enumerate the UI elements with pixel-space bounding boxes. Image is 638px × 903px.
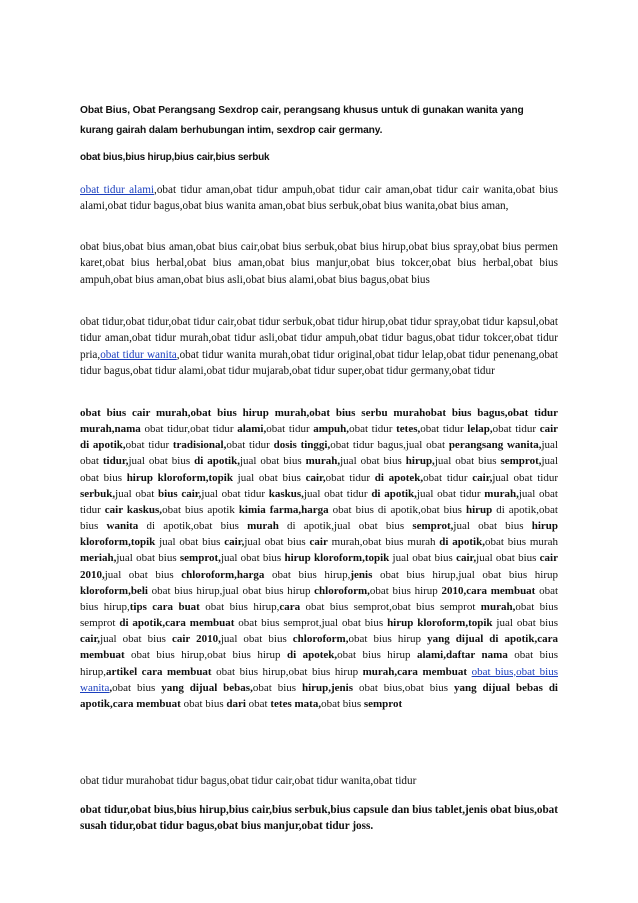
text-bold: cair, xyxy=(224,536,245,549)
text: obat bius murah xyxy=(484,536,558,549)
text: jual obat bius xyxy=(100,633,172,646)
paragraph-keyword-list xyxy=(80,405,558,712)
text: jual obat bius xyxy=(492,617,559,630)
text: jual obat tidur xyxy=(303,487,372,500)
text: obat bius apotik xyxy=(162,503,239,516)
text: obat bius xyxy=(252,681,302,694)
text: jual obat bius xyxy=(80,455,558,484)
text: obat tidur xyxy=(420,423,468,436)
text-bold: cair, xyxy=(472,471,493,484)
text-bold: murah,cara membuat xyxy=(362,665,468,678)
text-bold: dari xyxy=(226,697,246,710)
text-bold: di apotik,cara membuat xyxy=(119,617,235,630)
text-bold: jenis xyxy=(350,568,373,581)
paragraph-text: obat tidur,obat tidur,obat tidur cair,obat tidur serbuk,obat tidur hirup,obat tidur spray,obat tidur kapsul,obat tidur aman,obat tidur murah,obat tidur asli,obat tidur ampuh,obat tidur bagus,obat tidur tokcer,obat tidur pria, xyxy=(80,316,558,361)
text-bold: semprot, xyxy=(500,455,542,468)
text: obat bius hirup, xyxy=(264,568,351,581)
text-bold: murah, xyxy=(484,487,519,500)
text: obat bius xyxy=(180,697,227,710)
text-bold: di apotek, xyxy=(286,649,338,662)
link-obat-bius-wanita[interactable]: obat bius,obat bius wanita xyxy=(80,665,558,694)
text-bold: serbuk, xyxy=(80,487,116,500)
text-bold: cair, xyxy=(305,471,326,484)
text-bold: ampuh, xyxy=(313,423,350,436)
text: obat tidur xyxy=(266,423,314,436)
text: jual obat bius xyxy=(389,552,457,565)
text-bold: cair, xyxy=(456,552,477,565)
text-bold: chloroform, xyxy=(292,633,349,646)
text-bold: hirup kloroform,topik xyxy=(80,520,558,549)
paragraph-text: ,obat tidur aman,obat tidur ampuh,obat tidur cair aman,obat tidur cair wanita,obat bius alami,obat tidur bagus,obat bius wanita aman,obat bius serbuk,obat bius wanita,obat bius aman, xyxy=(80,184,558,213)
link-obat-tidur-alami[interactable]: obat tidur alami xyxy=(80,184,155,196)
text: jual obat tidur xyxy=(80,487,558,516)
text: jual obat bius xyxy=(476,552,540,565)
text-bold: semprot xyxy=(363,697,403,710)
text: jual obat bius xyxy=(104,568,182,581)
text-bold: kaskus, xyxy=(268,487,304,500)
text-bold: chloroform,harga xyxy=(181,568,265,581)
text-bold: tradisional, xyxy=(172,439,227,452)
text: obat bius xyxy=(112,681,162,694)
paragraph-obat-tidur-alami xyxy=(80,182,558,215)
text: obat bius semprot,obat bius semprot xyxy=(300,600,481,613)
text: obat tidur xyxy=(349,423,397,436)
text: di apotik,jual obat bius xyxy=(278,520,413,533)
text-bold: 2010,cara membuat xyxy=(441,584,536,597)
text: jual obat bius xyxy=(220,633,293,646)
text-bold: lelap, xyxy=(467,423,493,436)
text-bold: murah, xyxy=(305,455,341,468)
text: obat tidur xyxy=(423,471,473,484)
text-bold: semprot, xyxy=(179,552,221,565)
text: obat bius semprot,jual obat bius xyxy=(234,617,388,630)
text-bold: bius cair, xyxy=(158,487,202,500)
text: di apotik,obat bius xyxy=(80,503,558,533)
text-bold: di apotik, xyxy=(194,455,240,468)
text-bold: semprot, xyxy=(412,520,454,533)
text: jual obat tidur xyxy=(201,487,269,500)
text-bold: hirup kloroform,topik xyxy=(284,552,390,565)
text: jual obat tidur xyxy=(492,471,558,484)
text-bold: yang dijual bebas, xyxy=(161,681,253,694)
text-bold: chloroform, xyxy=(314,584,370,597)
text: jual obat bius xyxy=(116,552,180,565)
text: obat bius,obat bius xyxy=(353,681,455,694)
text: obat bius hirup, xyxy=(80,649,558,678)
text: jual obat bius xyxy=(220,552,285,565)
document-title-line-2: kurang gairah dalam berhubungan intim, sexdrop cair germany. xyxy=(80,125,383,136)
text-bold: cair xyxy=(309,536,328,549)
paragraph-obat-bius: obat bius,obat bius aman,obat bius cair,obat bius serbuk,obat bius hirup,obat bius spray,obat bius permen karet,obat bius herbal,obat bius aman,obat bius manjur,obat bius tokcer,obat bius herbal,obat bius ampuh,obat bius aman,obat bius asli,obat bius alami,obat bius bagus,obat bius xyxy=(80,241,558,286)
keyword-tags: obat bius,bius hirup,bius cair,bius serbuk xyxy=(80,152,270,163)
text: obat bius hirup xyxy=(369,584,442,597)
text: jual obat bius xyxy=(239,455,306,468)
text-bold: yang dijual di apotik,cara membuat xyxy=(80,633,558,662)
text: jual obat bius xyxy=(340,455,406,468)
text: obat tidur bagus,jual obat xyxy=(330,439,449,452)
paragraph-obat-tidur xyxy=(80,314,558,379)
text: obat bius hirup xyxy=(348,633,428,646)
text-bold: cair 2010, xyxy=(171,633,221,646)
text-bold: hirup kloroform,topik xyxy=(387,617,493,630)
text-bold: cara xyxy=(279,600,301,613)
text: obat bius hirup, xyxy=(199,600,280,613)
text-bold: tetes mata, xyxy=(270,697,322,710)
text: obat xyxy=(245,697,271,710)
text: obat tidur,obat tidur xyxy=(140,423,238,436)
text: obat bius hirup,obat bius hirup xyxy=(124,649,287,662)
text: obat bius hirup, xyxy=(80,584,559,613)
paragraph-closing-keywords: obat tidur,obat bius,bius hirup,bius cair,bius serbuk,bius capsule dan bius tablet,jenis obat bius,obat susah tidur,obat tidur bagus,obat bius manjur,obat tidur joss. xyxy=(80,804,558,833)
text-bold: meriah, xyxy=(80,552,117,565)
text-bold: di apotik, xyxy=(371,487,417,500)
text: obat tidur xyxy=(226,439,274,452)
text-bold: cair, xyxy=(80,633,101,646)
text: obat bius hirup,jual obat bius hirup xyxy=(147,584,315,597)
text: jual obat bius xyxy=(453,520,532,533)
text-bold: alami, xyxy=(237,423,267,436)
text-bold: obat bius cair murah,obat bius hirup murah,obat bius serbu murahobat bius bagus,obat tidur murah,nama xyxy=(80,407,558,436)
text: jual obat bius xyxy=(232,471,306,484)
text: obat tidur xyxy=(492,423,540,436)
text: jual obat xyxy=(80,439,558,468)
text-bold: di apotek, xyxy=(374,471,424,484)
link-obat-tidur-wanita[interactable]: obat tidur wanita xyxy=(100,348,177,361)
text-bold: tidur, xyxy=(102,455,129,468)
text-bold: murah xyxy=(247,520,279,533)
text-bold: wanita xyxy=(106,520,139,533)
text: obat tidur xyxy=(125,439,173,452)
text-bold: cair 2010, xyxy=(80,552,558,581)
text-bold: alami,daftar nama xyxy=(416,649,508,662)
text-bold: kloroform,beli xyxy=(80,584,148,597)
document-title-line-1: Obat Bius, Obat Perangsang Sexdrop cair, perangsang khusus untuk di gunakan wanita yang xyxy=(80,105,524,116)
text-bold: cair di apotik, xyxy=(80,423,559,452)
text: jual obat xyxy=(115,487,159,500)
text: di apotik,obat bius xyxy=(138,520,248,533)
text: murah,obat bius murah xyxy=(327,536,440,549)
text-bold: hirup,jenis xyxy=(301,681,354,694)
text: obat bius hirup,obat bius hirup xyxy=(211,665,363,678)
text-bold: perangsang wanita, xyxy=(448,439,542,452)
paragraph-obat-tidur-murah: obat tidur murahobat tidur bagus,obat tidur cair,obat tidur wanita,obat tidur xyxy=(80,775,417,787)
text-bold: kimia farma,harga xyxy=(238,503,329,516)
text-bold: tips cara buat xyxy=(129,600,200,613)
text: obat tidur xyxy=(325,471,375,484)
text: obat bius hirup xyxy=(337,649,417,662)
text: obat bius semprot xyxy=(80,600,559,630)
text: jual obat bius xyxy=(155,536,225,549)
text: jual obat bius xyxy=(434,455,501,468)
text-bold: hirup xyxy=(465,503,493,516)
text-bold: cair kaskus, xyxy=(104,503,163,516)
text: obat bius hirup,jual obat bius hirup xyxy=(372,568,558,581)
text-bold: di apotik, xyxy=(439,536,485,549)
text: jual obat bius xyxy=(128,455,195,468)
text: obat bius xyxy=(321,697,364,710)
paragraph-text: ,obat tidur wanita murah,obat tidur original,obat tidur lelap,obat tidur penenang,obat tidur bagus,obat tidur alami,obat tidur mujarab,obat tidur super,obat tidur germany,obat tidur xyxy=(80,348,558,377)
text-bold: tetes, xyxy=(396,423,421,436)
text-bold: , xyxy=(109,681,113,694)
text-bold: hirup kloroform,topik xyxy=(126,471,233,484)
text: obat bius di apotik,obat bius xyxy=(328,503,466,516)
text-bold: murah, xyxy=(480,600,516,613)
text-bold: hirup, xyxy=(405,455,435,468)
text: jual obat bius xyxy=(244,536,310,549)
text: jual obat tidur xyxy=(416,487,485,500)
text-bold: dosis tinggi, xyxy=(273,439,331,452)
text-bold: artikel cara membuat xyxy=(105,665,212,678)
text-bold: yang dijual bebas di apotik,cara membuat xyxy=(80,681,558,710)
